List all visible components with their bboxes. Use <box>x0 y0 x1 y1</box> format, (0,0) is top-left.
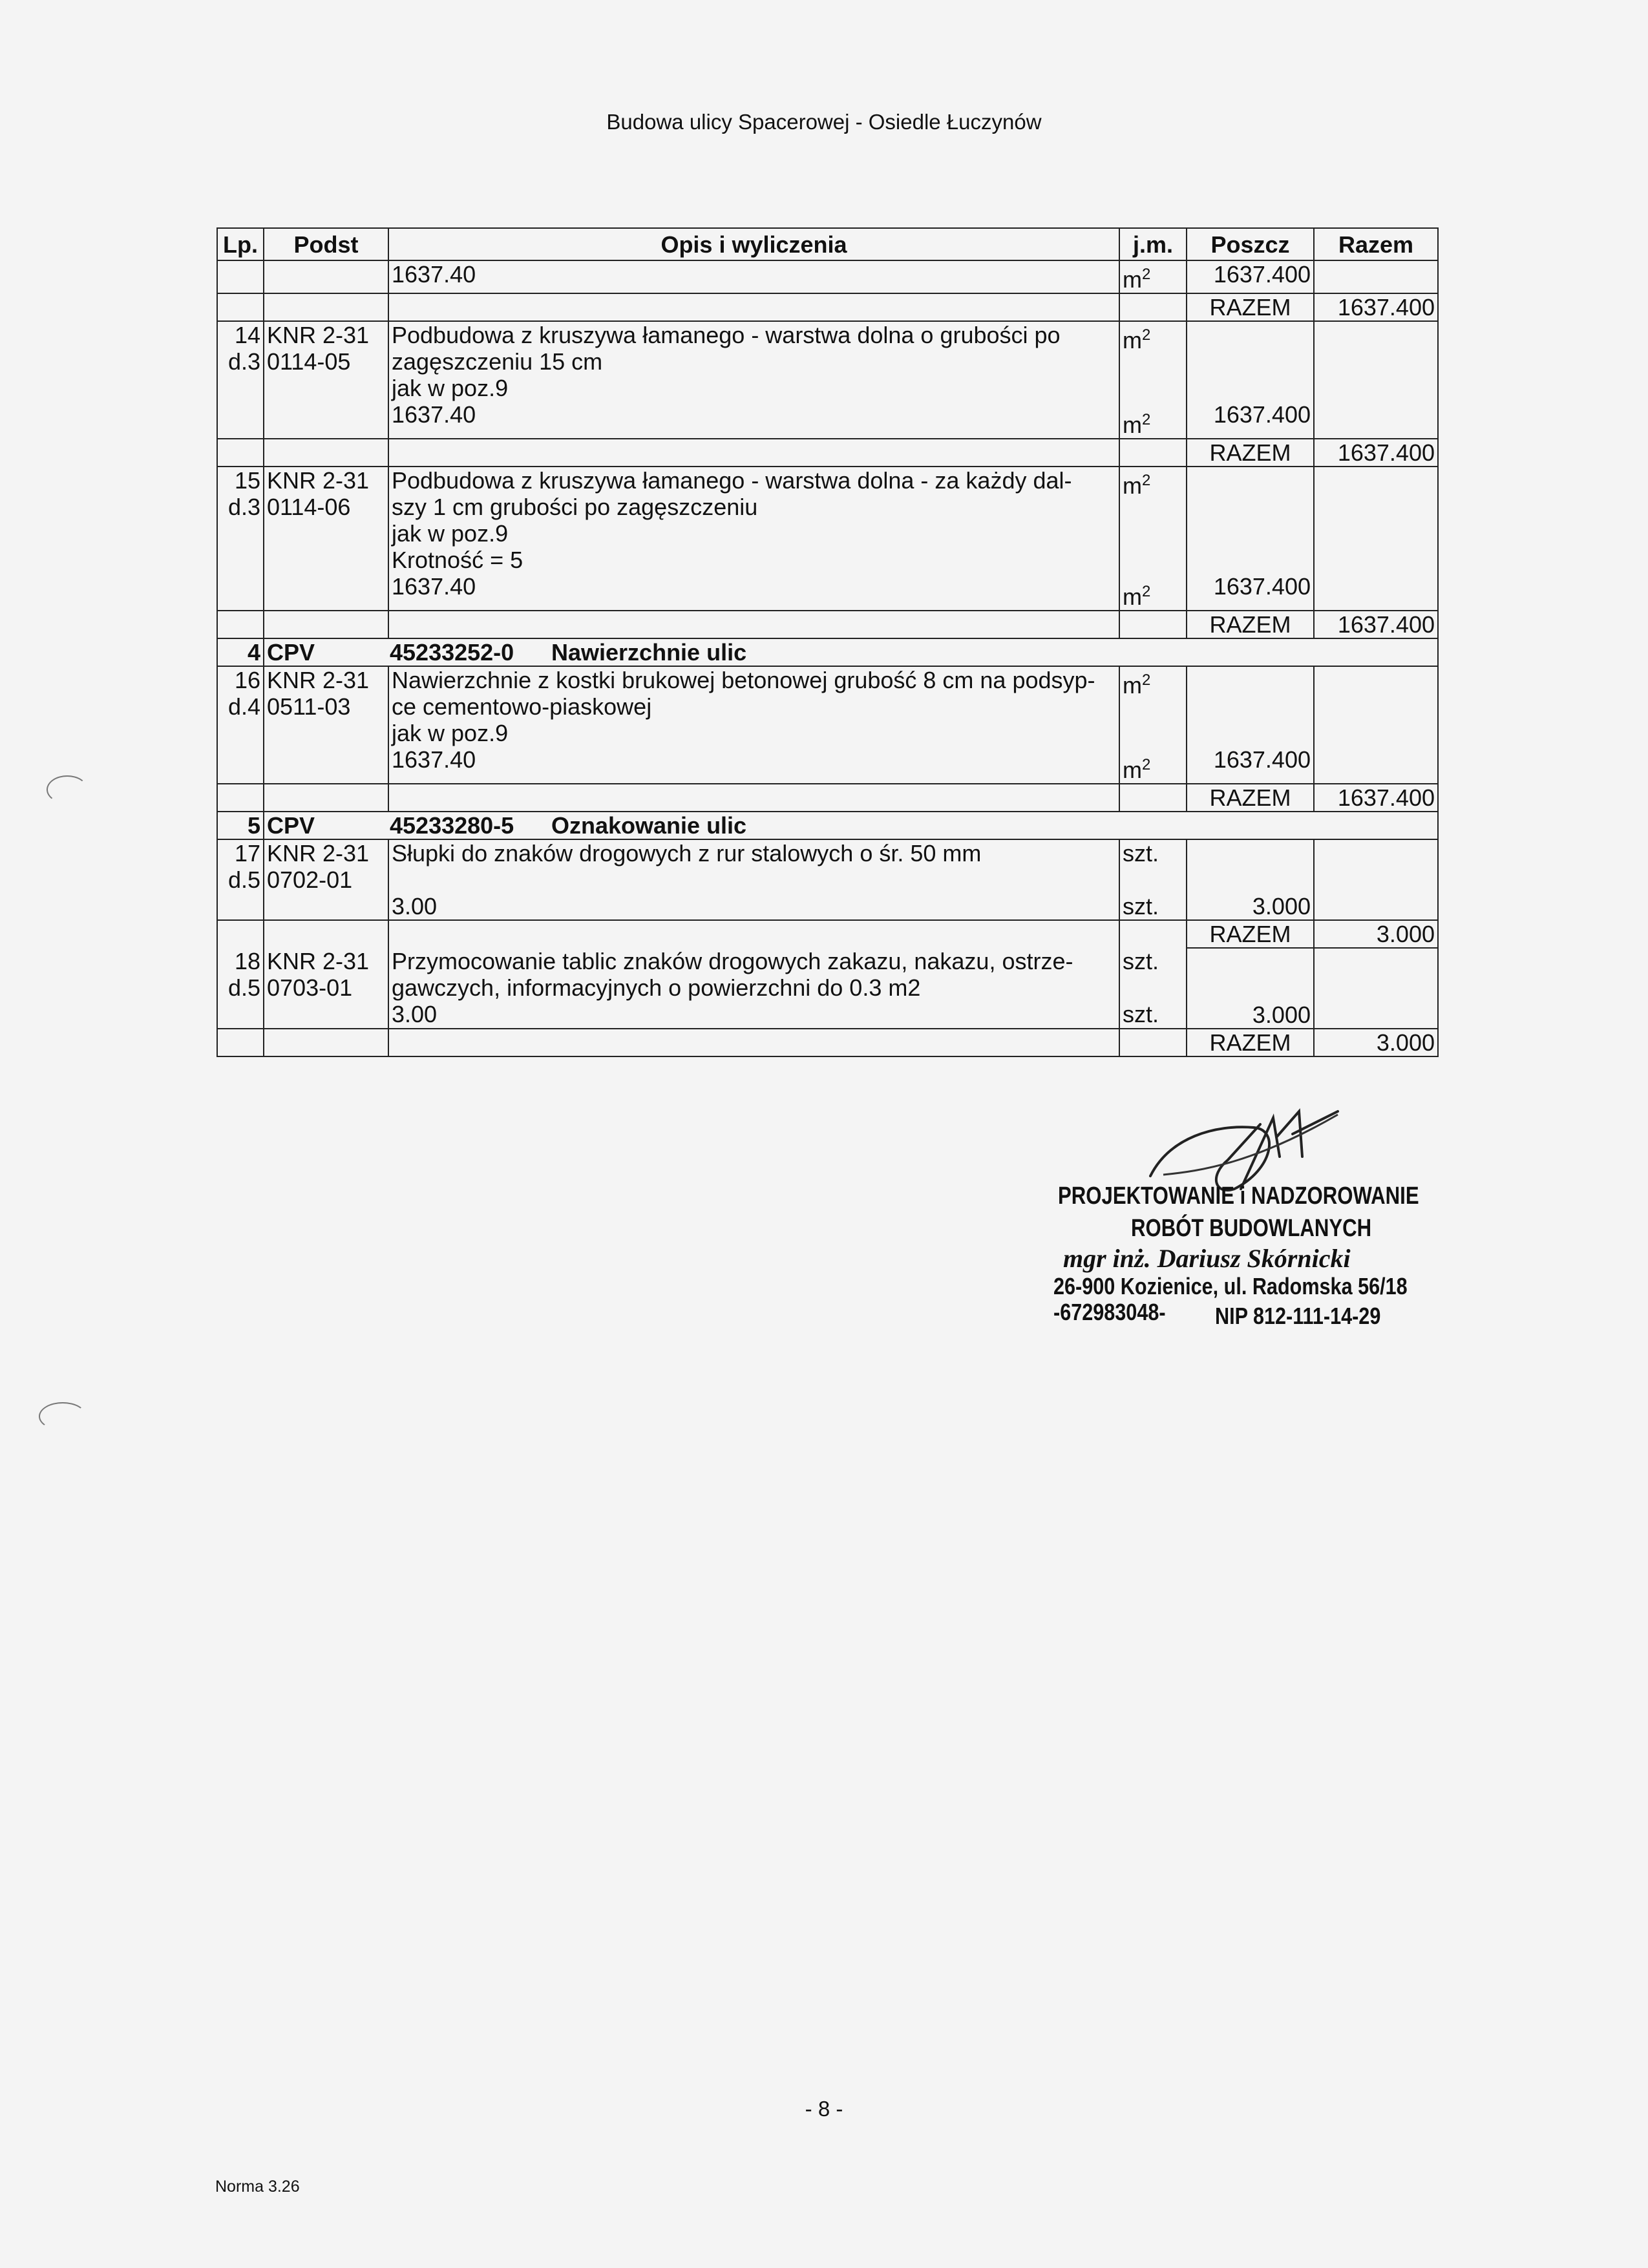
razem-value: 1637.400 <box>1314 439 1438 467</box>
table-row <box>217 321 1438 439</box>
item-calc: 1637.40 <box>392 573 476 600</box>
item-podst: KNR 2-31 <box>267 667 370 693</box>
item-desc-line: gawczych, informacyjnych o powierzchni do 0.3 m2 <box>392 974 921 1001</box>
item-poszcz: 1637.400 <box>1213 401 1311 428</box>
table-row <box>217 948 1438 1029</box>
item-unit: $m^2$ <box>1123 671 1151 698</box>
razem-label: RAZEM <box>1187 1029 1314 1056</box>
section-row <box>217 812 1438 839</box>
table-row <box>217 467 1438 611</box>
item-unit: $m^2$ <box>1123 472 1151 499</box>
item-unit: szt. <box>1123 840 1159 866</box>
section-cpv: 45233280-5 <box>390 812 514 839</box>
header-opis: Opis i wyliczenia <box>388 228 1119 260</box>
item-lp: 15 <box>234 467 260 494</box>
unit-text: $m^2$ <box>1119 260 1187 293</box>
item-poszcz: 1637.400 <box>1213 573 1311 600</box>
razem-value: 3.000 <box>1314 920 1438 948</box>
header-jm: j.m. <box>1119 228 1187 260</box>
item-lp: 18 <box>234 948 260 974</box>
item-desc-line: jak w poz.9 <box>392 720 509 746</box>
poszcz-value: 1637.400 <box>1187 260 1314 293</box>
item-desc-line: jak w poz.9 <box>392 520 509 547</box>
item-calc-unit: szt. <box>1123 1001 1159 1027</box>
razem-label: RAZEM <box>1187 611 1314 638</box>
razem-value: 1637.400 <box>1314 293 1438 321</box>
razem-label: RAZEM <box>1187 439 1314 467</box>
section-name: Oznakowanie ulic <box>551 812 747 839</box>
table-row-razem <box>217 1029 1438 1056</box>
table-row-razem <box>217 784 1438 812</box>
document-title: Budowa ulicy Spacerowej - Osiedle Łuczynów <box>606 110 1042 134</box>
stamp-line-2: ROBÓT BUDOWLANYCH <box>1131 1215 1372 1242</box>
cost-estimate-table <box>217 227 1439 1057</box>
table-row-razem <box>217 611 1438 638</box>
item-desc-line: jak w poz.9 <box>392 375 509 401</box>
header-razem: Razem <box>1314 228 1438 260</box>
item-unit: szt. <box>1123 948 1159 974</box>
item-calc: 1637.40 <box>392 401 476 428</box>
header-lp: Lp. <box>217 228 264 260</box>
item-podst: KNR 2-31 <box>267 948 370 974</box>
item-calc-unit: $m^2$ <box>1123 583 1151 610</box>
section-name: Nawierzchnie ulic <box>551 639 747 666</box>
item-podst-code: 0702-01 <box>267 866 353 893</box>
item-calc: 3.00 <box>392 893 438 919</box>
stamp-line-3: mgr inż. Dariusz Skórnicki <box>1063 1244 1351 1273</box>
item-desc-line: Słupki do znaków drogowych z rur stalowych o śr. 50 mm <box>392 840 982 866</box>
stamp-line-1: PROJEKTOWANIE i NADZOROWANIE <box>1058 1182 1419 1210</box>
table-row-razem <box>217 439 1438 467</box>
table-row <box>217 839 1438 920</box>
item-calc: 1637.40 <box>392 746 476 773</box>
page-number: - 8 - <box>805 2097 843 2121</box>
razem-value: 3.000 <box>1314 1029 1438 1056</box>
section-lp: 5 <box>217 812 264 839</box>
table-row <box>217 260 1438 293</box>
stamp-line-4: 26-900 Kozienice, ul. Radomska 56/18 <box>1053 1273 1408 1299</box>
item-desc-line: Krotność = 5 <box>392 547 523 573</box>
item-desc-line: szy 1 cm grubości po zagęszczeniu <box>392 494 758 520</box>
razem-label: RAZEM <box>1187 784 1314 812</box>
item-desc-line: ce cementowo-piaskowej <box>392 693 652 720</box>
item-podst-code: 0114-06 <box>267 494 351 520</box>
item-podst-code: 0114-05 <box>267 348 351 375</box>
table-row <box>217 666 1438 784</box>
item-lp: 16 <box>234 667 260 693</box>
stamp-line-5b: NIP 812-111-14-29 <box>1215 1303 1381 1329</box>
stamp-line-5a: -672983048- <box>1053 1299 1166 1325</box>
section-cpv: 45233252-0 <box>390 639 514 666</box>
item-lp: 17 <box>234 840 260 866</box>
header-poszcz: Poszcz <box>1187 228 1314 260</box>
item-calc-unit: $m^2$ <box>1123 411 1151 438</box>
item-desc-line: Podbudowa z kruszywa łamanego - warstwa dolna - za każdy dal- <box>392 467 1072 494</box>
item-calc-unit: $m^2$ <box>1123 756 1151 783</box>
item-podst-code: 0703-01 <box>267 974 353 1001</box>
item-poszcz: 3.000 <box>1252 1002 1311 1028</box>
header-podst: Podst <box>264 228 388 260</box>
item-lp-section: d.3 <box>227 494 260 520</box>
section-code: CPV <box>267 639 315 666</box>
item-podst-code: 0511-03 <box>267 693 351 720</box>
calc-text: 1637.40 <box>388 260 1119 293</box>
item-calc-unit: szt. <box>1123 893 1159 919</box>
item-podst: KNR 2-31 <box>267 840 370 866</box>
item-desc-line: Przymocowanie tablic znaków drogowych zakazu, nakazu, ostrze- <box>392 948 1073 974</box>
razem-label: RAZEM <box>1187 920 1314 948</box>
item-lp-section: d.5 <box>227 974 260 1001</box>
item-lp-section: d.3 <box>227 348 260 375</box>
razem-value: 1637.400 <box>1314 784 1438 812</box>
table-row-razem <box>217 920 1438 948</box>
section-code: CPV <box>267 812 315 839</box>
item-desc-line: Podbudowa z kruszywa łamanego - warstwa dolna o grubości po <box>392 322 1061 348</box>
company-stamp <box>1053 1098 1474 1350</box>
razem-label: RAZEM <box>1187 293 1314 321</box>
item-poszcz: 3.000 <box>1252 893 1311 919</box>
item-lp-section: d.5 <box>227 866 260 893</box>
item-desc-line: zagęszczeniu 15 cm <box>392 348 603 375</box>
item-desc-line: Nawierzchnie z kostki brukowej betonowej grubość 8 cm na podsyp- <box>392 667 1095 693</box>
punch-hole-mark <box>39 1402 87 1431</box>
item-podst: KNR 2-31 <box>267 322 370 348</box>
punch-hole-mark <box>47 775 88 804</box>
item-poszcz: 1637.400 <box>1213 746 1311 773</box>
item-calc: 3.00 <box>392 1001 438 1027</box>
item-unit: $m^2$ <box>1123 326 1151 353</box>
item-lp-section: d.4 <box>227 693 260 720</box>
razem-value: 1637.400 <box>1314 611 1438 638</box>
item-lp: 14 <box>234 322 260 348</box>
footer-label: Norma 3.26 <box>215 2178 300 2196</box>
item-podst: KNR 2-31 <box>267 467 370 494</box>
table-row-razem <box>217 293 1438 321</box>
section-lp: 4 <box>217 638 264 666</box>
table-header-row <box>217 228 1438 260</box>
section-row <box>217 638 1438 666</box>
